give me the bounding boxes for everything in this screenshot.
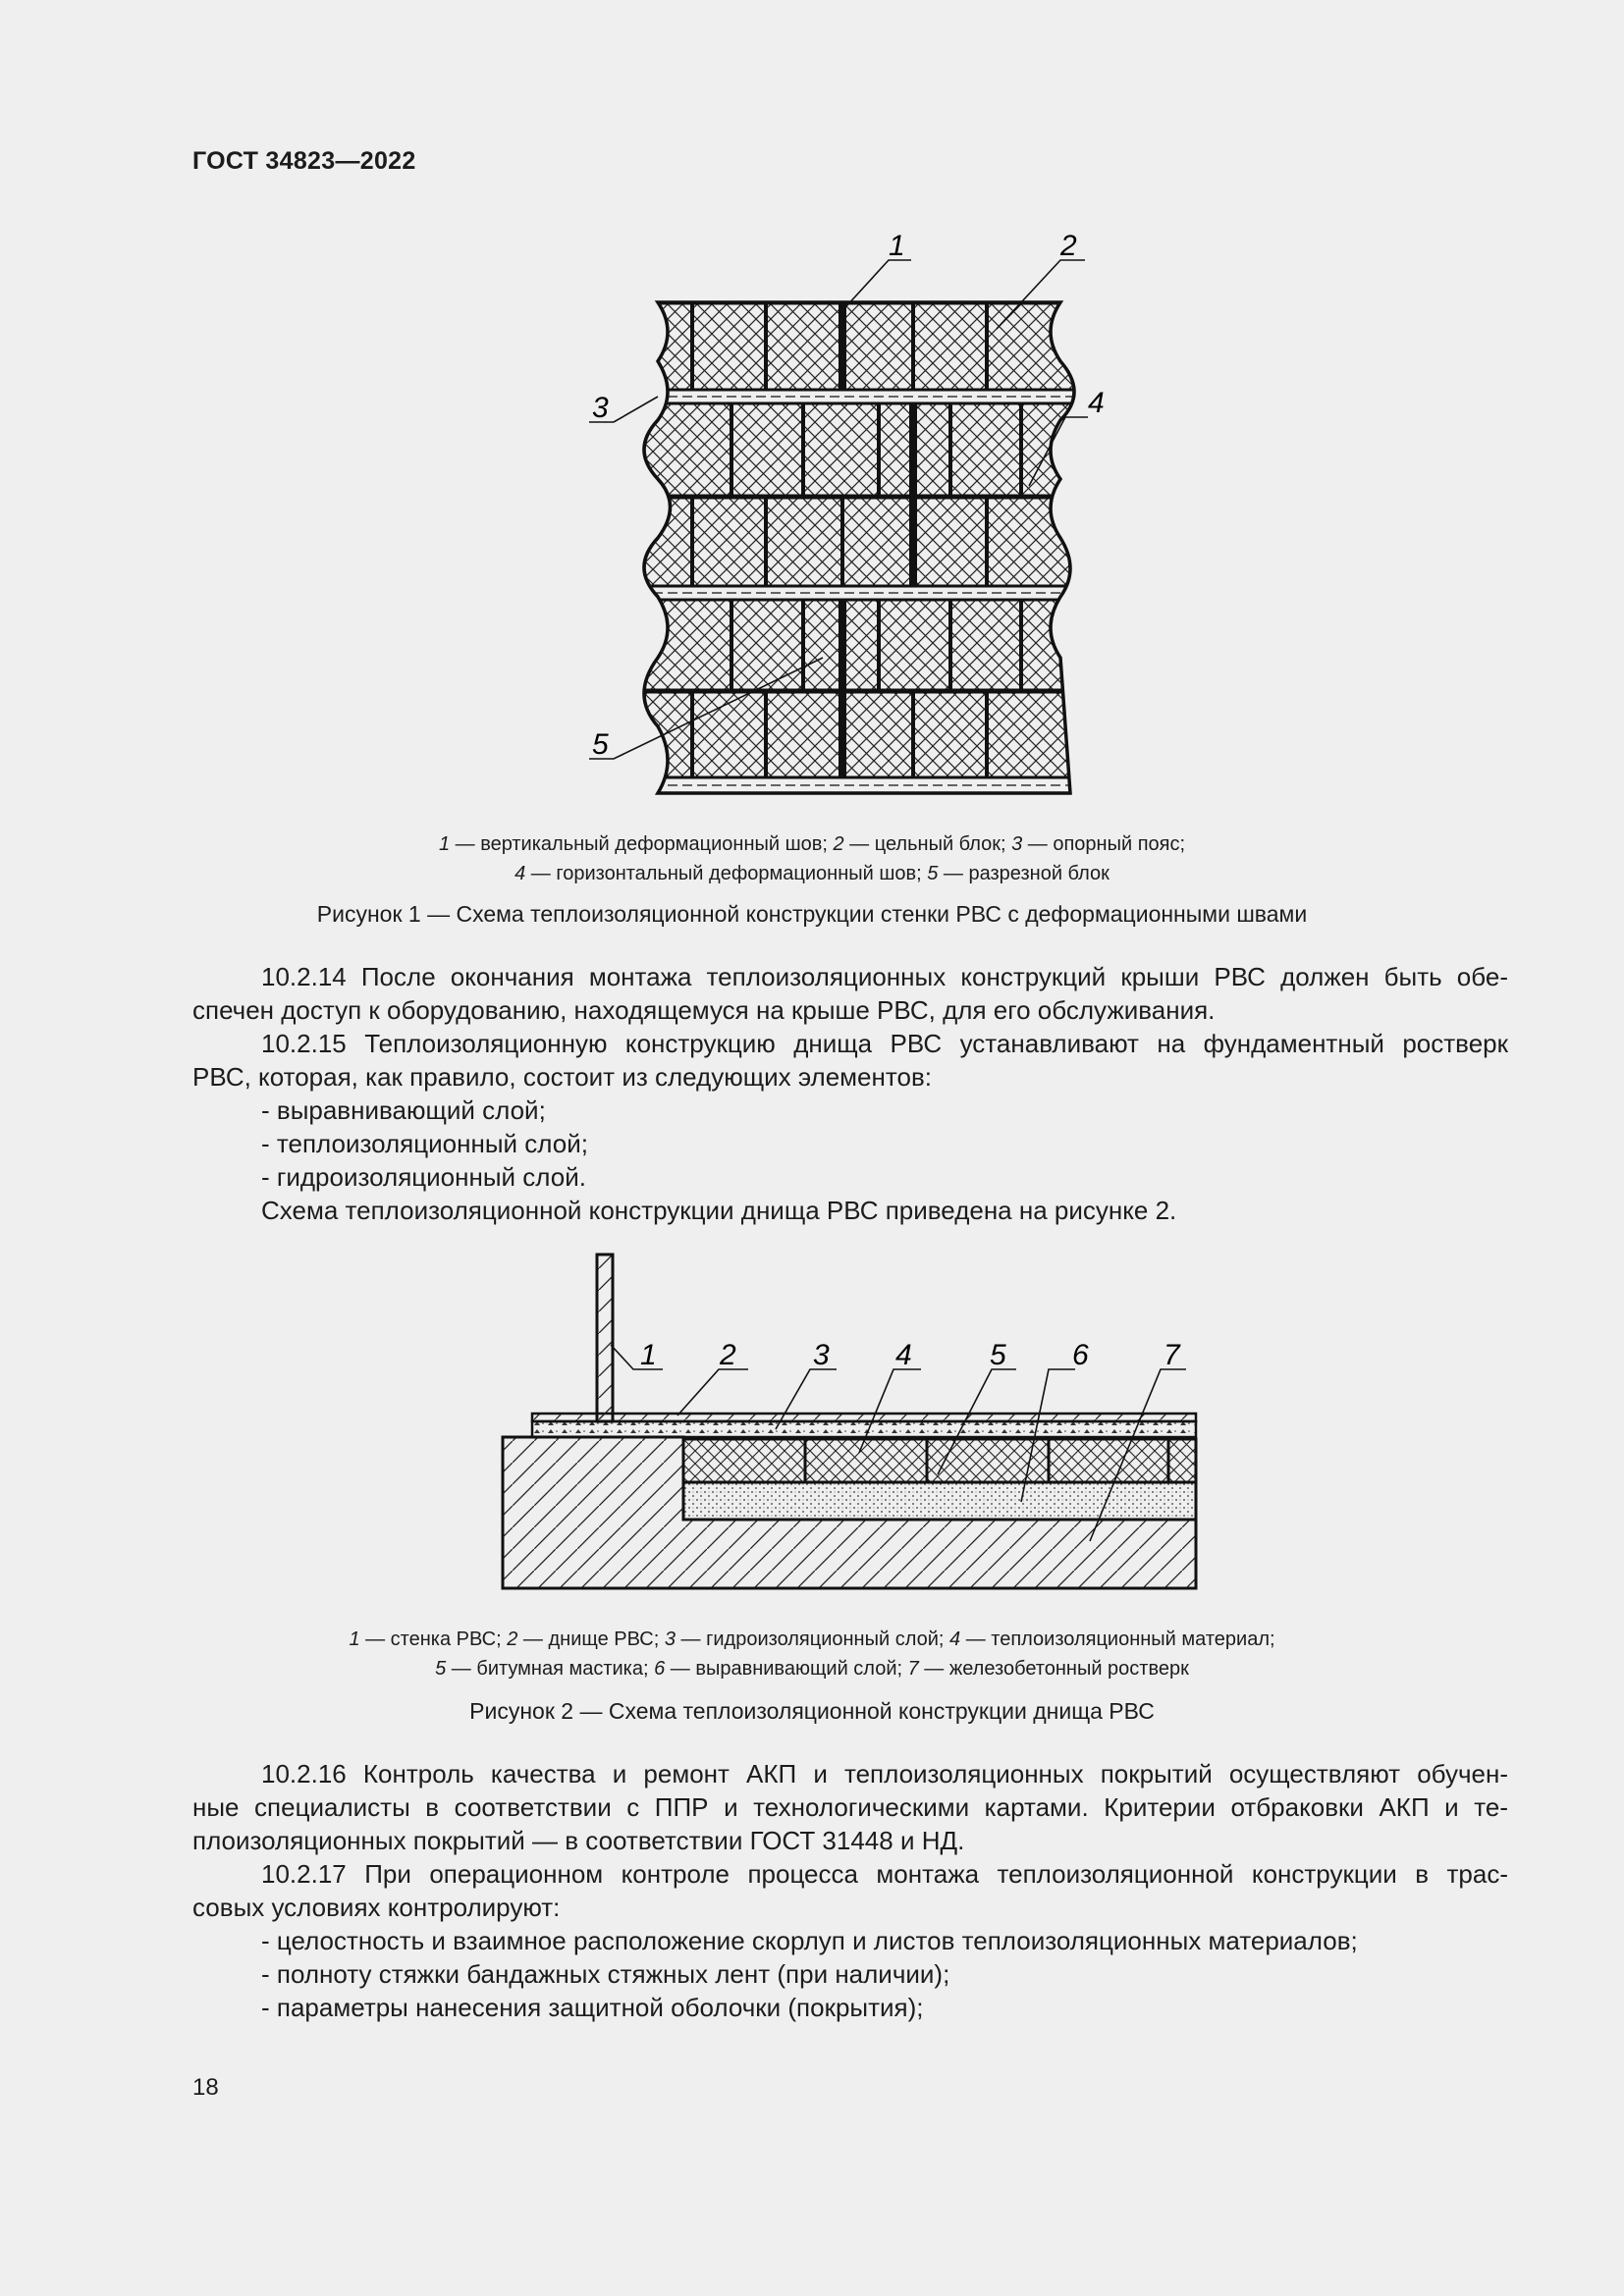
legend-line: 5 — битумная мастика; 6 — выравнивающий слой; 7 — железобетонный ростверк [435, 1658, 1189, 1680]
callout-1: 1 [640, 1339, 657, 1371]
callout-5: 5 [592, 728, 609, 761]
list-item: - полноту стяжки бандажных стяжных лент (при наличии); [261, 1959, 950, 1989]
paragraph-line: спечен доступ к оборудованию, находящемуся на крыше РВС, для его обслуживания. [192, 995, 1216, 1025]
document-id: ГОСТ 34823—2022 [192, 147, 416, 175]
callout-2: 2 [720, 1339, 736, 1371]
callout-7: 7 [1164, 1339, 1180, 1371]
callout-5: 5 [990, 1339, 1006, 1371]
legend-line: 1 — вертикальный деформационный шов; 2 — цельный блок; 3 — опорный пояс; [438, 833, 1186, 855]
paragraph-line: РВС, которая, как правило, состоит из следующих элементов: [192, 1062, 932, 1092]
text-block-2 [192, 1757, 1508, 2024]
list-item: - выравнивающий слой; [261, 1095, 546, 1125]
list-item: - целостность и взаимное расположение скорлуп и листов теплоизоляционных материалов; [261, 1926, 1358, 1955]
paragraph-figure-ref: Схема теплоизоляционной конструкции днища РВС приведена на рисунке 2. [261, 1196, 1177, 1225]
callout-4: 4 [1088, 387, 1105, 419]
text-block-1 [192, 960, 1508, 1227]
list-item: - параметры нанесения защитной оболочки (покрытия); [261, 1993, 924, 2022]
figure-1-wall-scheme [550, 216, 1139, 805]
figure-2-legend [0, 1625, 1624, 1683]
callout-3: 3 [592, 392, 609, 424]
page-number: 18 [192, 2074, 219, 2101]
list-item: - теплоизоляционный слой; [261, 1129, 588, 1158]
paragraph-10-2-15: 10.2.15 Теплоизоляционную конструкцию днища РВС устанавливают на фундаментный ростверк [261, 1029, 1508, 1058]
list-item: - гидроизоляционный слой. [261, 1162, 586, 1192]
figure-2-caption: Рисунок 2 — Схема теплоизоляционной конструкции днища РВС [469, 1698, 1155, 1724]
callout-4: 4 [895, 1339, 912, 1371]
figure-1-legend [0, 829, 1624, 888]
callout-1: 1 [889, 230, 905, 262]
legend-line: 4 — горизонтальный деформационный шов; 5 — разрезной блок [514, 863, 1110, 884]
paragraph-line: совых условиях контролируют: [192, 1893, 561, 1922]
paragraph-10-2-16: 10.2.16 Контроль качества и ремонт АКП и теплоизоляционных покрытий осуществляют обучен- [261, 1759, 1508, 1789]
callout-6: 6 [1072, 1339, 1089, 1371]
paragraph-10-2-14: 10.2.14 После окончания монтажа теплоизоляционных конструкций крыши РВС должен быть обе- [261, 962, 1508, 991]
paragraph-10-2-17: 10.2.17 При операционном контроле процесса монтажа теплоизоляционной конструкции в трас- [261, 1859, 1508, 1889]
figure-1-caption: Рисунок 1 — Схема теплоизоляционной конструкции стенки РВС с деформационными швами [316, 901, 1308, 927]
paragraph-line: плоизоляционных покрытий — в соответствии ГОСТ 31448 и НД. [192, 1826, 965, 1855]
legend-line: 1 — стенка РВС; 2 — днище РВС; 3 — гидроизоляционный слой; 4 — теплоизоляционный материал; [349, 1629, 1275, 1650]
callout-3: 3 [813, 1339, 830, 1371]
callout-2: 2 [1060, 230, 1077, 262]
figure-2-bottom-scheme [491, 1247, 1218, 1600]
paragraph-line: ные специалисты в соответствии с ППР и технологическими картами. Критерии отбраковки АКП и те- [192, 1792, 1508, 1822]
